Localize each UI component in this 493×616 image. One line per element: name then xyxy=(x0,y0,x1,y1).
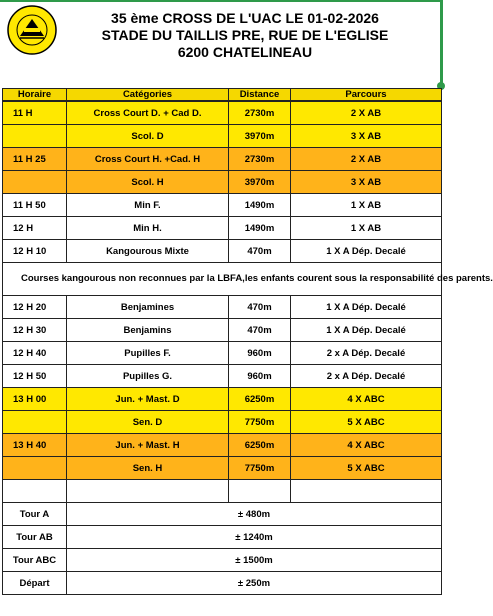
cell-horaire: 13 H 00 xyxy=(3,388,67,411)
cell-categorie: Jun. + Mast. D xyxy=(67,388,229,411)
cell-horaire: 12 H 30 xyxy=(3,319,67,342)
blank-row xyxy=(3,480,442,503)
schedule-table xyxy=(2,88,493,595)
cell-parcours: 1 X A Dép. Decalé xyxy=(291,319,442,342)
cell-distance: 1490m xyxy=(229,217,291,240)
table-row xyxy=(3,125,442,148)
cell-distance: 960m xyxy=(229,365,291,388)
cell-categorie: Benjamins xyxy=(67,319,229,342)
cell-horaire xyxy=(3,457,67,480)
cell-horaire: 11 H xyxy=(3,101,67,125)
tour-name: Tour AB xyxy=(3,526,67,549)
cell-categorie: Jun. + Mast. H xyxy=(67,434,229,457)
cell-distance: 1490m xyxy=(229,194,291,217)
cell-categorie: Benjamines xyxy=(67,296,229,319)
cell-horaire: 11 H 25 xyxy=(3,148,67,171)
event-header xyxy=(60,10,430,61)
cell-distance: 2730m xyxy=(229,148,291,171)
cell-distance: 6250m xyxy=(229,388,291,411)
cell-distance: 7750m xyxy=(229,411,291,434)
table-row xyxy=(3,388,442,411)
cell-categorie: Sen. H xyxy=(67,457,229,480)
cell-distance: 470m xyxy=(229,319,291,342)
cell-parcours: 3 X AB xyxy=(291,125,442,148)
tour-row xyxy=(3,526,442,549)
col-distance: Distance xyxy=(229,89,291,102)
cell-horaire: 12 H 40 xyxy=(3,342,67,365)
event-city: 6200 CHATELINEAU xyxy=(177,44,313,60)
cell-categorie: Kangourous Mixte xyxy=(67,240,229,263)
table-row xyxy=(3,342,442,365)
table-row xyxy=(3,171,442,194)
cell-categorie: Scol. D xyxy=(67,125,229,148)
cell-horaire: 12 H 20 xyxy=(3,296,67,319)
cell-horaire: 12 H xyxy=(3,217,67,240)
cell-categorie: Scol. H xyxy=(67,171,229,194)
club-logo-icon xyxy=(2,4,62,56)
table-row xyxy=(3,411,442,434)
green-frame-right xyxy=(440,0,443,86)
cell-parcours: 1 X AB xyxy=(291,194,442,217)
cell-categorie: Min H. xyxy=(67,217,229,240)
cell-horaire: 11 H 50 xyxy=(3,194,67,217)
table-row xyxy=(3,101,442,125)
cell-parcours: 1 X AB xyxy=(291,217,442,240)
cell-parcours: 5 X ABC xyxy=(291,457,442,480)
cell-categorie: Cross Court H. +Cad. H xyxy=(67,148,229,171)
cell-parcours: 2 x A Dép. Decalé xyxy=(291,365,442,388)
event-title: 35 ème CROSS DE L'UAC LE 01-02-2026 xyxy=(111,10,379,26)
cell-parcours: 5 X ABC xyxy=(291,411,442,434)
col-categories: Catégories xyxy=(67,89,229,102)
tour-row xyxy=(3,503,442,526)
kangourou-note: Courses kangourous non reconnues par la LBFA,les enfants courent sous la responsabilité des parents. xyxy=(3,263,442,296)
tour-length: ± 1500m xyxy=(67,549,442,572)
cell-parcours: 3 X AB xyxy=(291,171,442,194)
table-row xyxy=(3,296,442,319)
cell-horaire: 13 H 40 xyxy=(3,434,67,457)
cell-parcours: 4 X ABC xyxy=(291,434,442,457)
blank-cell xyxy=(67,480,229,503)
tour-row xyxy=(3,572,442,595)
tour-length: ± 250m xyxy=(67,572,442,595)
cell-parcours: 1 X A Dép. Decalé xyxy=(291,240,442,263)
col-horaire: Horaire xyxy=(3,89,67,102)
cell-categorie: Pupilles F. xyxy=(67,342,229,365)
cell-distance: 2730m xyxy=(229,101,291,125)
tour-length: ± 1240m xyxy=(67,526,442,549)
col-parcours: Parcours xyxy=(291,89,442,102)
tour-name: Départ xyxy=(3,572,67,595)
event-venue: STADE DU TAILLIS PRE, RUE DE L'EGLISE xyxy=(101,27,389,43)
cell-horaire: 12 H 50 xyxy=(3,365,67,388)
cell-categorie: Min F. xyxy=(67,194,229,217)
blank-cell xyxy=(3,480,67,503)
table-row xyxy=(3,194,442,217)
note-row xyxy=(3,263,442,296)
cell-parcours: 4 X ABC xyxy=(291,388,442,411)
tour-length: ± 480m xyxy=(67,503,442,526)
cell-parcours: 2 X AB xyxy=(291,101,442,125)
cell-parcours: 1 X A Dép. Decalé xyxy=(291,296,442,319)
cell-horaire xyxy=(3,125,67,148)
cell-categorie: Pupilles G. xyxy=(67,365,229,388)
blank-cell xyxy=(291,480,442,503)
cell-horaire: 12 H 10 xyxy=(3,240,67,263)
cell-distance: 960m xyxy=(229,342,291,365)
cell-distance: 6250m xyxy=(229,434,291,457)
cell-distance: 3970m xyxy=(229,171,291,194)
tour-name: Tour ABC xyxy=(3,549,67,572)
table-row xyxy=(3,434,442,457)
cell-categorie: Sen. D xyxy=(67,411,229,434)
cell-distance: 470m xyxy=(229,296,291,319)
cell-parcours: 2 X AB xyxy=(291,148,442,171)
cell-distance: 7750m xyxy=(229,457,291,480)
cell-distance: 3970m xyxy=(229,125,291,148)
cell-horaire xyxy=(3,411,67,434)
green-frame-top xyxy=(0,0,443,2)
table-row xyxy=(3,148,442,171)
table-row xyxy=(3,240,442,263)
tour-name: Tour A xyxy=(3,503,67,526)
table-row xyxy=(3,457,442,480)
table-row xyxy=(3,217,442,240)
blank-cell xyxy=(229,480,291,503)
cell-horaire xyxy=(3,171,67,194)
table-row xyxy=(3,365,442,388)
tour-row xyxy=(3,549,442,572)
table-header-row xyxy=(3,89,442,102)
table-row xyxy=(3,319,442,342)
cell-parcours: 2 x A Dép. Decalé xyxy=(291,342,442,365)
cell-categorie: Cross Court D. + Cad D. xyxy=(67,101,229,125)
cell-distance: 470m xyxy=(229,240,291,263)
